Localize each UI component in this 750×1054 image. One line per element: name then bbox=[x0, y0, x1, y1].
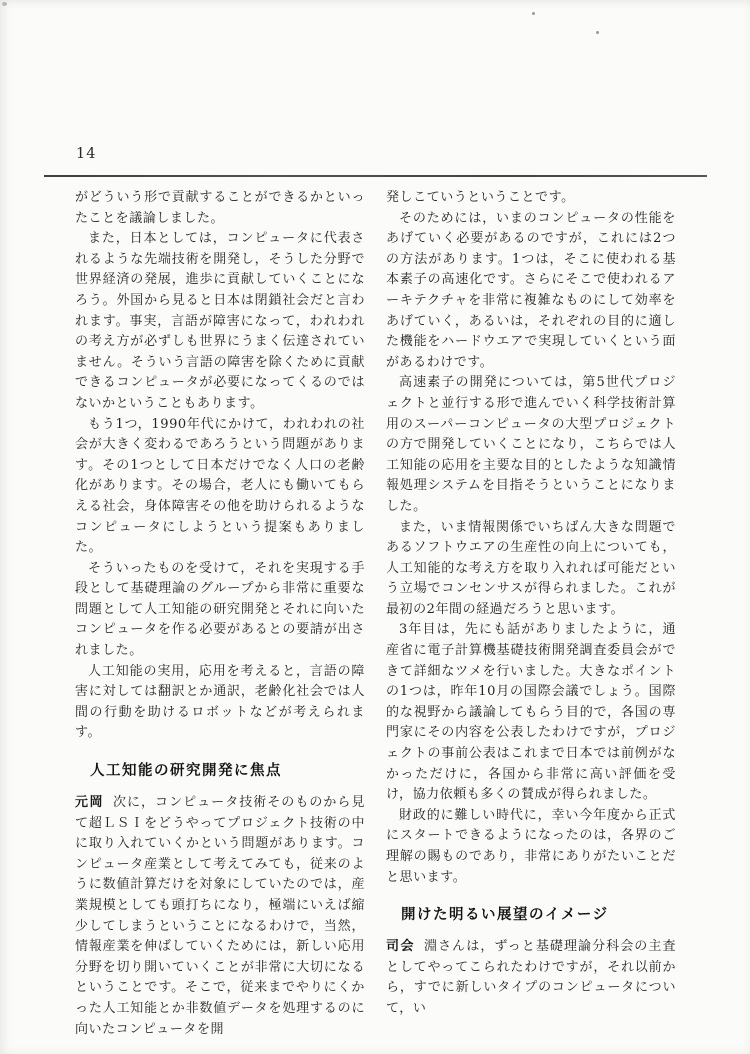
scan-speck bbox=[532, 12, 535, 15]
paragraph: がどういう形で貢献することができるかといったことを議論しました。 bbox=[75, 190, 365, 226]
header-rule bbox=[44, 175, 707, 177]
page-number: 14 bbox=[76, 146, 97, 162]
paragraph: また，いま情報関係でいちばん大きな問題であるソフトウエアの生産性の向上についても，人工知能的な考え方を取り入れれば可能だという立場でコンセンサスが得られました。これが最初の2年間の経過だろうと思います。 bbox=[386, 519, 676, 617]
speaker-paragraph bbox=[386, 937, 676, 1019]
paragraph: そのためには，いまのコンピュータの性能をあげていく必要があるのですが，これには2つの方法があります。1つは，そこに使われる基本素子の高速化です。さらにそこで使われるアーキテクチャを非常に複雑なものにして効率をあげていく，あるいは，それぞれの目的に適した機能をハードウエアで実現していくという面があるわけです。 bbox=[386, 210, 676, 370]
paragraph: そういったものを受けて，それを実現する手段として基礎理論のグループから非常に重要な問題として人工知能の研究開発とそれに向いたコンピュータを作る必要があるとの要請が出されました。 bbox=[75, 560, 365, 659]
left-column bbox=[75, 188, 365, 1040]
paragraph: 高速素子の開発については，第5世代プロジェクトと並行する形で進んでいく科学技術計算用のスーパーコンピュータの大型プロジェクトの方で開発していくことになり，こちらでは人工知能の応用を主要な目的としたような知識情報処理システムを目指そうということになりました。 bbox=[386, 375, 676, 514]
scan-speck bbox=[596, 31, 599, 34]
scan-speck bbox=[2, 2, 7, 6]
speaker-name: 司会 bbox=[386, 939, 416, 955]
section-heading-ai-research: 人工知能の研究開発に焦点 bbox=[90, 763, 282, 780]
speaker-paragraph bbox=[75, 793, 365, 1040]
paragraph: 人工知能の実用，応用を考えると，言語の障害に対しては翻訳とか通訳，老齢化社会では人間の行動を助けるロボットなどが考えられます。 bbox=[75, 663, 365, 741]
paragraph: 発しこていうということです。 bbox=[386, 190, 575, 205]
paragraph: また，日本としては，コンピュータに代表されるような先端技術を開発し，そうした分野で世界経済の発展，進歩に貢献していくことになろう。外国から見ると日本は閉鎖社会だと言われます。事実，言語が障害になって，われわれの考え方が必ずしも世界にうまく伝達されていません。そういう言語の障害を除くために貢献できるコンピュータが必要になってくるのではないかということもあります。 bbox=[75, 231, 365, 411]
paragraph: もう1つ，1990年代にかけて，われわれの社会が大きく変わるであろうという問題があります。その1つとして日本だけでなく人口の老齢化があります。その場合，老人にも働いてもらえる社会，身体障害その他を助けられるようなコンピュータにしようという提案もありました。 bbox=[75, 416, 365, 556]
paragraph: 財政的に難しい時代に，幸い今年度から正式にスタートできるようになったのは，各界のご理解の賜ものであり，非常にありがたいことだと思います。 bbox=[386, 807, 676, 885]
two-column-text-area bbox=[75, 188, 676, 1040]
speaker-name: 元岡 bbox=[75, 795, 104, 811]
speaker-text: 淵さんは，ずっと基礎理論分科会の主査としてやってこられたわけですが，それ以前から，すでに新しいタイプのコンピュータについて，い bbox=[386, 939, 676, 1016]
right-column bbox=[386, 188, 676, 1040]
paragraph: 3年目は，先にも話がありましたように，通産省に電子計算機基礎技術開発調査委員会ができて詳細なツメを行いました。大きなポイントの1つは，昨年10月の国際会議でしょう。国際的な視野から議論してもらう目的で，各国の専門家にその内容を公表したわけですが，プロジェクトの事前公表はこれまで日本では前例がなかっただけに，各国から非常に高い評価を受け，協力依頼も多くの賛成が得られました。 bbox=[386, 622, 676, 803]
speaker-text: 次に，コンピュータ技術そのものから見て超ＬＳＩをどうやってプロジェクト技術の中に取り入れていくかという問題があります。コンピュータ産業として考えてみても，従来のように数値計算だけを対象にしていたのでは，産業規模としても頭打ちになり，極端にいえば縮少してしまうということになるわけで，当然，情報産業を伸ばしていくためには，新しい応用分野を切り開いていくことが非常に大切になるということです。そこで，従来までやりにくかった人工知能とか非数値データを処理するのに向いたコンピュータを開 bbox=[75, 795, 365, 1037]
section-heading-bright-outlook: 開けた明るい展望のイメージ bbox=[401, 907, 609, 924]
